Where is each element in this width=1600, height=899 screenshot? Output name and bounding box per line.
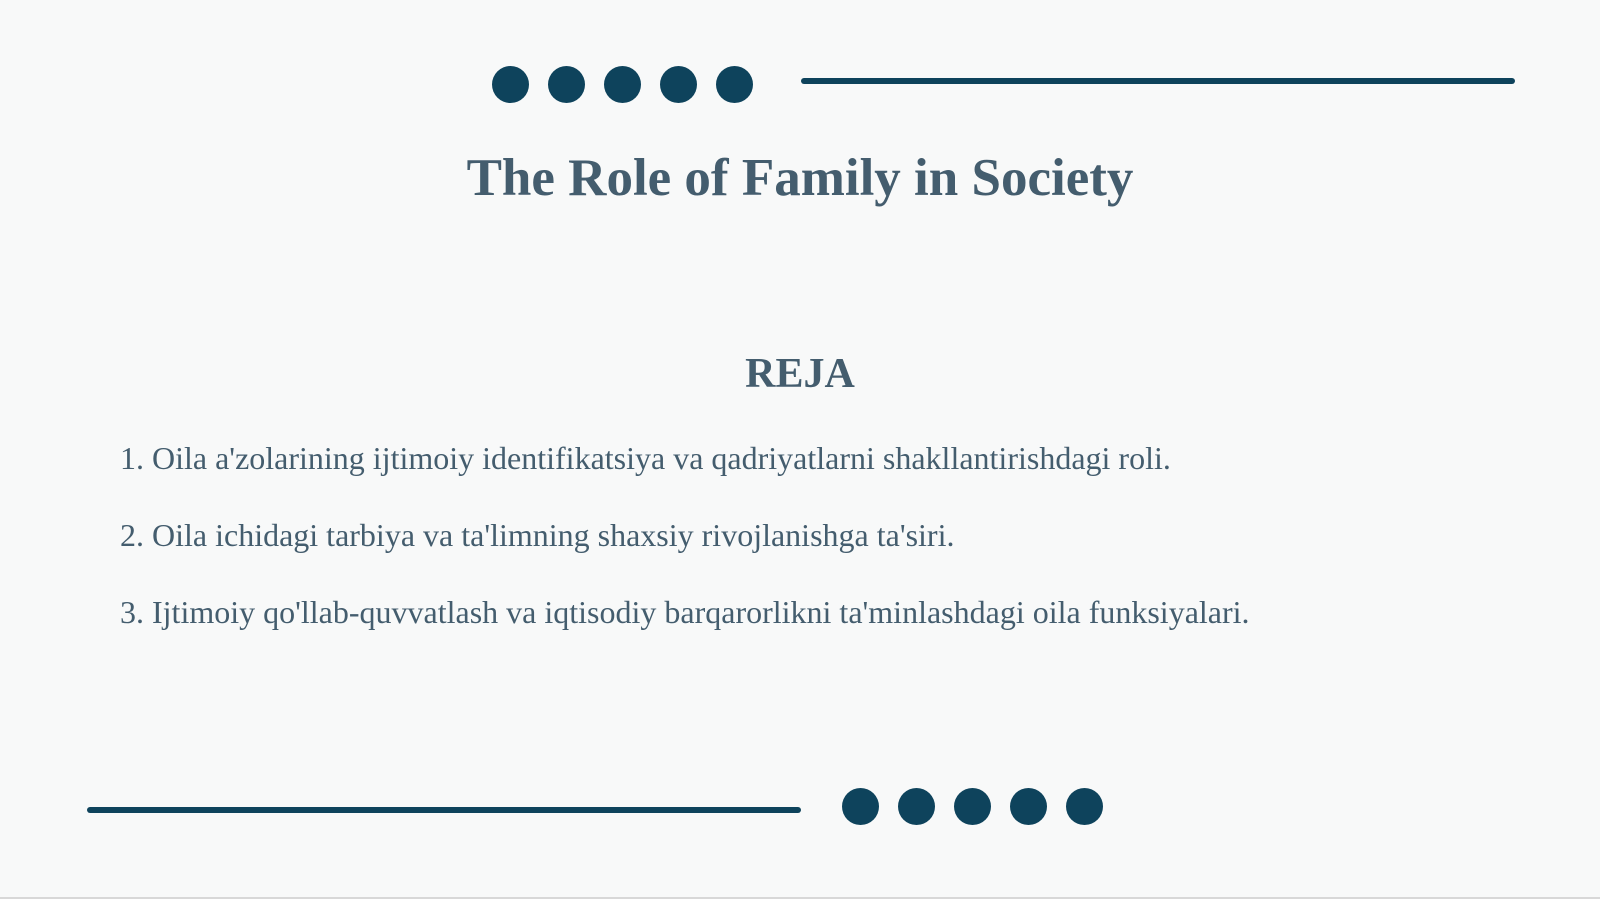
bottom-dots-decoration: [842, 788, 1103, 825]
decorative-dot: [898, 788, 935, 825]
decorative-dot: [716, 66, 753, 103]
decorative-dot: [1066, 788, 1103, 825]
decorative-dot: [604, 66, 641, 103]
plan-item: 1. Oila a'zolarining ijtimoiy identifikatsiya va qadriyatlarni shakllantirishdagi roli.: [120, 440, 1171, 476]
slide-title: The Role of Family in Society: [466, 149, 1134, 207]
bottom-divider-line: [87, 807, 801, 813]
plan-item: 2. Oila ichidagi tarbiya va ta'limning shaxsiy rivojlanishga ta'siri.: [120, 517, 955, 553]
top-dots-decoration: [492, 66, 753, 103]
slide-subtitle: REJA: [745, 351, 855, 397]
decorative-dot: [660, 66, 697, 103]
plan-list: [120, 436, 1250, 667]
decorative-dot: [1010, 788, 1047, 825]
decorative-dot: [842, 788, 879, 825]
top-divider-line: [801, 78, 1515, 84]
decorative-dot: [954, 788, 991, 825]
decorative-dot: [548, 66, 585, 103]
plan-item: 3. Ijtimoiy qo'llab-quvvatlash va iqtisodiy barqarorlikni ta'minlashdagi oila funksiyalari.: [120, 594, 1250, 630]
decorative-dot: [492, 66, 529, 103]
